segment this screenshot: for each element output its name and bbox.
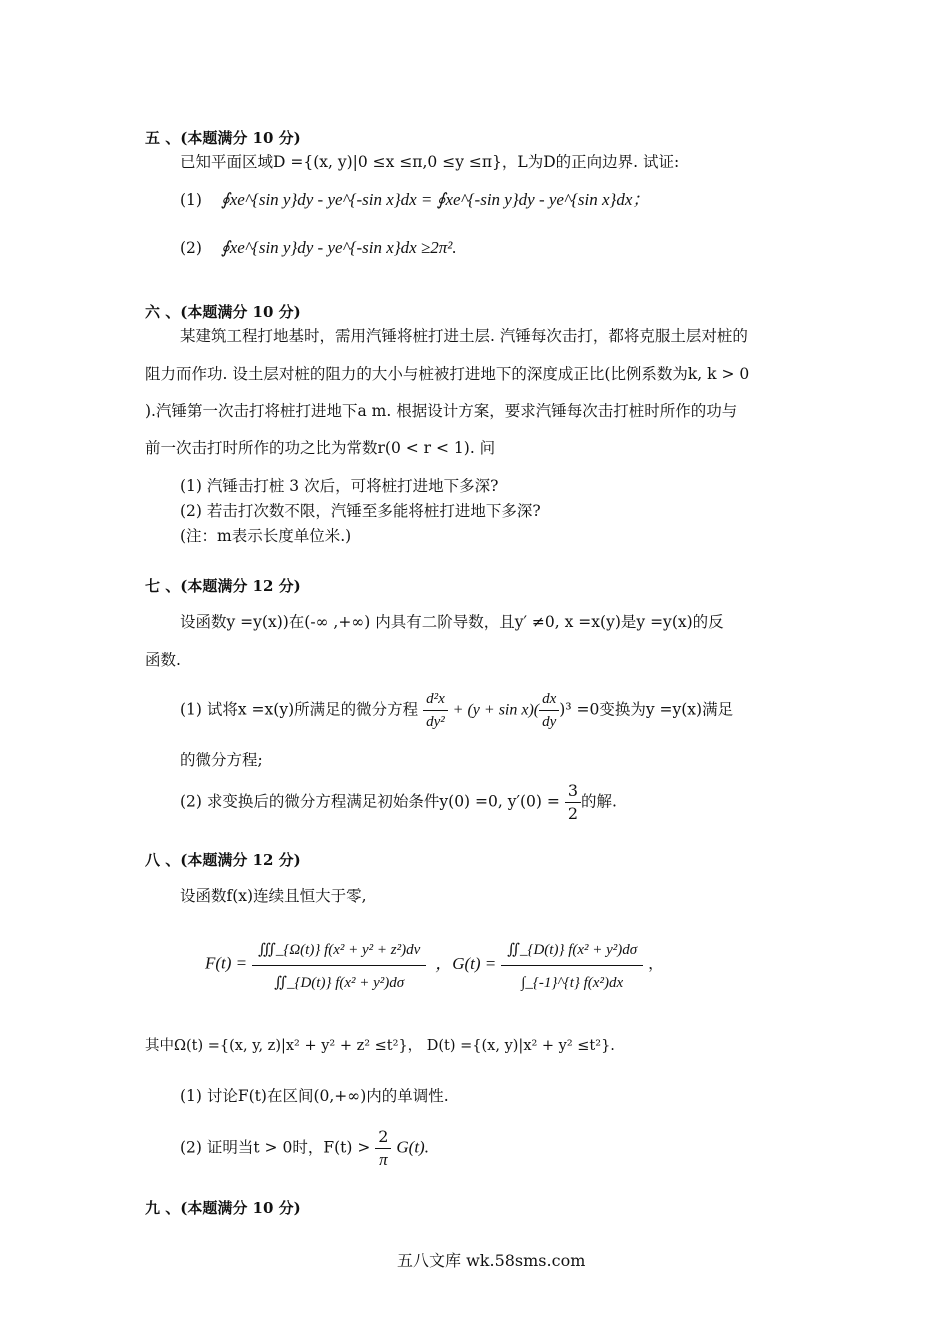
section-6-line-4: 前一次击打时所作的功之比为常数r(0 < r < 1). 问 — [145, 439, 496, 457]
text: (2) 证明当t > 0时，F(t) > — [180, 1138, 371, 1157]
fraction — [423, 688, 448, 733]
section-5-intro: 已知平面区域D ={(x, y)|0 ≤x ≤π,0 ≤y ≤π}，L为D的正向边界. 试证: — [180, 153, 680, 171]
text: 的解. — [581, 792, 617, 811]
comma: ， — [648, 954, 664, 973]
text: (1) 试将x =x(y)所满足的微分方程 — [180, 700, 419, 719]
section-6-question-2: (2) 若击打次数不限，汽锤至多能将桩打进地下多深? — [180, 502, 541, 520]
F-lhs: F(t) = — [205, 953, 248, 973]
text: )³ =0变换为y =y(x)满足 — [559, 700, 734, 719]
section-8-definitions — [205, 935, 664, 994]
G-lhs: ，G(t) = — [435, 953, 497, 973]
section-6-note: (注：m表示长度单位米.) — [180, 527, 352, 545]
denominator: 2 — [567, 804, 578, 823]
G-fraction — [501, 935, 643, 994]
section-7-part-2 — [180, 780, 617, 825]
text: G(t). — [396, 1137, 429, 1157]
numerator: dx — [539, 688, 559, 711]
F-fraction — [252, 935, 426, 994]
section-7-part-1-cont: 的微分方程; — [180, 751, 263, 769]
numerator: 3 — [565, 780, 581, 803]
denominator: ∬_{D(t)} f(x² + y²)dσ — [274, 975, 405, 991]
section-6-line-2: 阻力而作功. 设土层对桩的阻力的大小与桩被打进地下的深度成正比(比例系数为k, k > 0 — [145, 365, 750, 383]
section-8-heading: 八 、(本题满分 12 分) — [145, 851, 301, 869]
formula: ∮xe^{sin y}dy - ye^{-sin x}dx = ∮xe^{-sin y}dy - ye^{sin x}dx； — [220, 190, 650, 209]
section-5-part-1 — [180, 190, 649, 210]
numerator: 2 — [375, 1126, 391, 1149]
section-9-heading: 九 、(本题满分 10 分) — [145, 1199, 301, 1217]
denominator: π — [379, 1150, 388, 1169]
section-6-heading: 六 、(本题满分 10 分) — [145, 303, 301, 321]
fraction — [375, 1126, 391, 1171]
denominator: ∫_{-1}^{t} f(x²)dx — [521, 975, 624, 991]
section-7-heading: 七 、(本题满分 12 分) — [145, 577, 301, 595]
section-7-part-1 — [180, 688, 733, 733]
part-label: (1) — [180, 191, 202, 209]
numerator: d²x — [423, 688, 448, 711]
section-8-part-1: (1) 讨论F(t)在区间(0,+∞)内的单调性. — [180, 1087, 449, 1105]
section-6-question-1: (1) 汽锤击打桩 3 次后，可将桩打进地下多深? — [180, 477, 499, 495]
denominator: dy — [542, 714, 557, 730]
formula: ∮xe^{sin y}dy - ye^{-sin x}dx ≥2π². — [220, 238, 457, 257]
part-label: (2) — [180, 239, 202, 257]
text: + (y + sin x)( — [452, 701, 540, 719]
section-8-where: 其中Ω(t) ={(x, y, z)|x² + y² + z² ≤t²}， D(t) ={(x, y)|x² + y² ≤t²}. — [145, 1038, 615, 1054]
text: (2) 求变换后的微分方程满足初始条件y(0) =0, y′(0) = — [180, 792, 560, 811]
section-8-part-2 — [180, 1126, 429, 1171]
numerator: ∭_{Ω(t)} f(x² + y² + z²)dv — [252, 935, 426, 966]
fraction — [539, 688, 559, 733]
section-7-line-1: 设函数y =y(x))在(-∞ ,+∞) 内具有二阶导数，且y′ ≠0, x =x(y)是y =y(x)的反 — [180, 613, 724, 631]
section-6-line-1: 某建筑工程打地基时，需用汽锤将桩打进土层. 汽锤每次击打，都将克服土层对桩的 — [180, 327, 748, 345]
page-footer: 五八文库 wk.58sms.com — [397, 1251, 586, 1270]
section-5-heading: 五 、(本题满分 10 分) — [145, 129, 301, 147]
fraction — [565, 780, 581, 825]
section-6-line-3: ).汽锤第一次击打将桩打进地下a m. 根据设计方案，要求汽锤每次击打桩时所作的功与 — [145, 402, 738, 420]
numerator: ∬_{D(t)} f(x² + y²)dσ — [501, 935, 643, 966]
section-5-part-2 — [180, 238, 457, 258]
section-7-line-2: 函数. — [145, 651, 181, 669]
denominator: dy² — [426, 714, 445, 730]
section-8-intro: 设函数f(x)连续且恒大于零, — [180, 887, 367, 905]
